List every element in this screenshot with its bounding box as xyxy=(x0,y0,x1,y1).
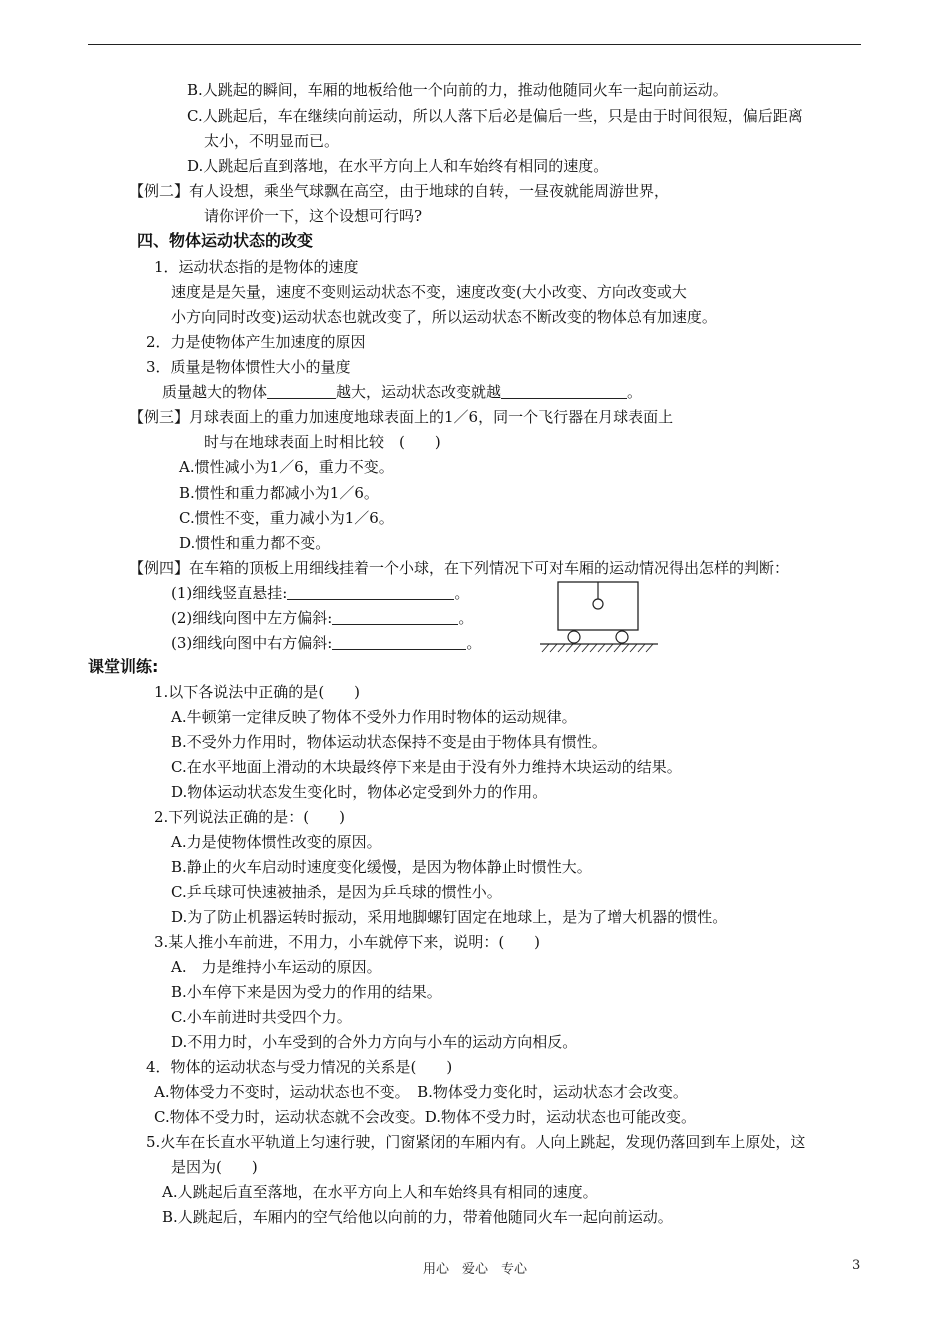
option-line: A.牛顿第一定律反映了物体不受外力作用时物体的运动规律。 xyxy=(171,708,577,726)
text-line: 1．运动状态指的是物体的速度 xyxy=(154,258,359,276)
question-line: 2.下列说法正确的是：( ) xyxy=(154,808,346,826)
fill-blank-line xyxy=(162,382,642,402)
section-heading: 四、物体运动状态的改变 xyxy=(137,231,314,250)
train-car-diagram xyxy=(538,580,662,656)
option-line: A.人跳起后直至落地，在水平方向上人和车始终具有相同的速度。 xyxy=(162,1183,598,1201)
text-segment: 质量越大的物体 xyxy=(162,383,268,401)
blank-field[interactable] xyxy=(332,610,458,625)
ground-hatching xyxy=(542,644,653,652)
option-line: A.物体受力不变时，运动状态也不变。 B.物体受力变化时，运动状态才会改变。 xyxy=(154,1083,688,1101)
blank-field[interactable] xyxy=(332,635,466,650)
page-number: 3 xyxy=(852,1258,861,1273)
text-line: 时与在地球表面上时相比较 ( ) xyxy=(204,433,441,451)
section-heading: 课堂训练: xyxy=(88,657,159,676)
blank-field[interactable] xyxy=(287,585,454,600)
option-line: A.惯性减小为1／6，重力不变。 xyxy=(179,458,394,476)
text-line: C.人跳起后，车在继续向前运动，所以人落下后必是偏后一些，只是由于时间很短，偏后距离 xyxy=(187,107,803,125)
fill-blank-line xyxy=(171,633,481,653)
text-line: 速度是是矢量，速度不变则运动状态不变，速度改变(大小改变、方向改变或大 xyxy=(171,283,687,301)
text-segment: (2)细线向图中左方偏斜: xyxy=(171,609,333,627)
blank-field[interactable] xyxy=(267,384,336,399)
text-line: D.人跳起后直到落地，在水平方向上人和车始终有相同的速度。 xyxy=(187,157,609,175)
text-line: 太小，不明显而已。 xyxy=(204,132,340,150)
option-line: D.为了防止机器运转时振动，采用地脚螺钉固定在地球上，是为了增大机器的惯性。 xyxy=(171,908,728,926)
question-line: 5.火车在长直水平轨道上匀速行驶，门窗紧闭的车厢内有。人向上跳起，发现仍落回到车上原处，这 xyxy=(146,1133,806,1151)
option-line: D.惯性和重力都不变。 xyxy=(179,534,331,552)
right-wheel xyxy=(616,631,628,643)
text-line: B.人跳起的瞬间，车厢的地板给他一个向前的力，推动他随同火车一起向前运动。 xyxy=(187,81,728,99)
text-line: 2．力是使物体产生加速度的原因 xyxy=(146,333,366,351)
text-segment: (1)细线竖直悬挂: xyxy=(171,584,288,602)
text-line: 3．质量是物体惯性大小的量度 xyxy=(146,358,351,376)
example-heading: 【例三】月球表面上的重力加速度地球表面上的1／6，同一个飞行器在月球表面上 xyxy=(129,408,674,426)
text-segment: 。 xyxy=(627,383,643,401)
footer-motto: 用心 爱心 专心 xyxy=(422,1262,527,1277)
left-wheel xyxy=(568,631,580,643)
example-heading: 【例四】在车箱的顶板上用细线挂着一个小球，在下列情况下可对车厢的运动情况得出怎样的判断： xyxy=(129,559,790,577)
option-line: A.力是使物体惯性改变的原因。 xyxy=(171,833,382,851)
text-segment: 越大，运动状态改变就越 xyxy=(336,383,502,401)
option-line: B.小车停下来是因为受力的作用的结果。 xyxy=(171,983,442,1001)
example-heading: 【例二】有人设想，乘坐气球飘在高空，由于地球的自转，一昼夜就能周游世界， xyxy=(129,182,670,200)
text-line: 请你评价一下，这个设想可行吗? xyxy=(204,207,423,225)
option-line: C.惯性不变，重力减小为1／6。 xyxy=(179,509,394,527)
text-segment: 。 xyxy=(466,634,482,652)
option-line: D.物体运动状态发生变化时，物体必定受到外力的作用。 xyxy=(171,783,548,801)
question-line: 1.以下各说法中正确的是( ) xyxy=(154,683,361,701)
option-line: B.人跳起后，车厢内的空气给他以向前的力，带着他随同火车一起向前运动。 xyxy=(162,1208,673,1226)
option-line: C.小车前进时共受四个力。 xyxy=(171,1008,352,1026)
option-line: A. 力是维持小车运动的原因。 xyxy=(171,958,382,976)
blank-field[interactable] xyxy=(501,384,627,399)
option-line: C.物体不受力时，运动状态就不会改变。D.物体不受力时，运动状态也可能改变。 xyxy=(154,1108,696,1126)
text-line: 小方向同时改变)运动状态也就改变了，所以运动状态不断改变的物体总有加速度。 xyxy=(171,308,717,326)
text-segment: 。 xyxy=(458,609,474,627)
fill-blank-line xyxy=(171,583,469,603)
text-line: 是因为( ) xyxy=(171,1158,258,1176)
header-rule xyxy=(88,44,861,45)
option-line: B.静止的火车启动时速度变化缓慢，是因为物体静止时惯性大。 xyxy=(171,858,592,876)
question-line: 4．物体的运动状态与受力情况的关系是( ) xyxy=(146,1058,453,1076)
text-segment: (3)细线向图中右方偏斜: xyxy=(171,634,333,652)
option-line: C.在水平地面上滑动的木块最终停下来是由于没有外力维持木块运动的结果。 xyxy=(171,758,682,776)
fill-blank-line xyxy=(171,608,473,628)
hanging-ball xyxy=(593,599,603,609)
question-line: 3.某人推小车前进，不用力，小车就停下来，说明：( ) xyxy=(154,933,541,951)
option-line: C.乒乓球可快速被抽杀，是因为乒乓球的惯性小。 xyxy=(171,883,502,901)
option-line: B.惯性和重力都减小为1／6。 xyxy=(179,484,379,502)
option-line: D.不用力时，小车受到的合外力方向与小车的运动方向相反。 xyxy=(171,1033,578,1051)
option-line: B.不受外力作用时，物体运动状态保持不变是由于物体具有惯性。 xyxy=(171,733,607,751)
text-segment: 。 xyxy=(454,584,470,602)
